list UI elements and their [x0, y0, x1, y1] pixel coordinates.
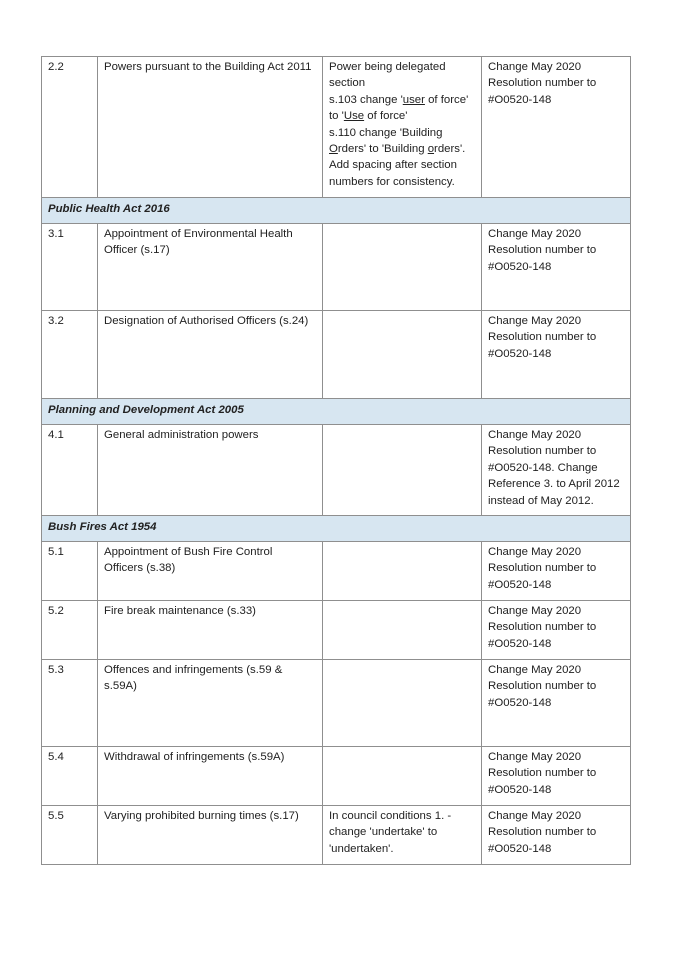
- change-line: Change May 2020: [488, 315, 582, 327]
- section-header-row: [42, 399, 631, 425]
- item-number: 5.1: [42, 542, 98, 601]
- comment-cell: [323, 542, 482, 601]
- change-line: Reference 3. to April 2012: [488, 478, 620, 491]
- comment-line: s.103 change 'user of force': [329, 93, 469, 106]
- change-line: Resolution number to: [488, 826, 597, 839]
- change-line: Resolution number to: [488, 445, 597, 458]
- section-title: Public Health Act 2016: [42, 198, 631, 224]
- comment-line: Add spacing after section: [329, 159, 457, 172]
- change-line: #O0520-148: [488, 93, 552, 106]
- change-cell: [482, 806, 631, 865]
- comment-line: to 'Use of force': [329, 110, 408, 123]
- change-line: Change May 2020: [488, 810, 582, 822]
- power-description: [98, 542, 323, 601]
- comment-line: In council conditions 1. -: [329, 810, 452, 822]
- comment-line: numbers for consistency.: [329, 175, 455, 188]
- change-line: Resolution number to: [488, 562, 597, 575]
- item-number: 5.3: [42, 660, 98, 747]
- change-cell: [482, 542, 631, 601]
- change-line: Resolution number to: [488, 621, 597, 634]
- change-line: Change May 2020: [488, 664, 582, 676]
- section-title: Bush Fires Act 1954: [42, 516, 631, 542]
- comment-cell: [323, 425, 482, 516]
- power-description: Designation of Authorised Officers (s.24): [98, 311, 323, 399]
- comment-cell: [323, 601, 482, 660]
- change-line: #O0520-148: [488, 637, 552, 650]
- change-cell: [482, 425, 631, 516]
- power-description: General administration powers: [98, 425, 323, 516]
- change-cell: [482, 57, 631, 198]
- power-description: [98, 224, 323, 311]
- power-line: Appointment of Bush Fire Control: [104, 546, 273, 558]
- table-row: [42, 601, 631, 660]
- comment-cell: [323, 224, 482, 311]
- change-cell: [482, 660, 631, 747]
- change-line: Change May 2020: [488, 228, 582, 240]
- section-title: Planning and Development Act 2005: [42, 399, 631, 425]
- power-description: [98, 660, 323, 747]
- power-description: Varying prohibited burning times (s.17): [98, 806, 323, 865]
- change-cell: [482, 747, 631, 806]
- delegation-changes-table: [41, 56, 631, 865]
- change-line: #O0520-148: [488, 842, 552, 855]
- table-row: [42, 806, 631, 865]
- table-row: [42, 224, 631, 311]
- change-line: #O0520-148: [488, 347, 552, 360]
- item-number: 5.2: [42, 601, 98, 660]
- item-number: 3.2: [42, 311, 98, 399]
- comment-line: change 'undertake' to: [329, 826, 438, 839]
- table-row: [42, 542, 631, 601]
- table-row: [42, 747, 631, 806]
- comment-cell: [323, 57, 482, 198]
- comment-cell: [323, 806, 482, 865]
- change-line: Change May 2020: [488, 751, 582, 763]
- change-line: Resolution number to: [488, 244, 597, 257]
- table-row: [42, 57, 631, 198]
- power-line: Officers (s.38): [104, 562, 176, 575]
- item-number: 5.5: [42, 806, 98, 865]
- change-line: #O0520-148: [488, 260, 552, 273]
- change-line: #O0520-148: [488, 578, 552, 591]
- power-line: Offences and infringements (s.59 &: [104, 664, 283, 676]
- change-line: Change May 2020: [488, 605, 582, 617]
- comment-line: 'undertaken'.: [329, 842, 394, 855]
- power-description: Fire break maintenance (s.33): [98, 601, 323, 660]
- table-row: [42, 660, 631, 747]
- change-line: Change May 2020: [488, 429, 582, 441]
- item-number: 3.1: [42, 224, 98, 311]
- item-number: 5.4: [42, 747, 98, 806]
- power-line: Appointment of Environmental Health: [104, 228, 293, 240]
- change-cell: [482, 224, 631, 311]
- table-row: [42, 425, 631, 516]
- comment-line: Power being delegated: [329, 61, 446, 73]
- change-line: Change May 2020: [488, 546, 582, 558]
- section-header-row: [42, 198, 631, 224]
- comment-line: Orders' to 'Building orders'.: [329, 143, 466, 156]
- power-line: Officer (s.17): [104, 244, 170, 257]
- change-line: instead of May 2012.: [488, 494, 594, 507]
- change-cell: [482, 601, 631, 660]
- change-line: #O0520-148: [488, 783, 552, 796]
- power-description: Powers pursuant to the Building Act 2011: [98, 57, 323, 198]
- change-line: Resolution number to: [488, 331, 597, 344]
- power-description: Withdrawal of infringements (s.59A): [98, 747, 323, 806]
- change-line: Change May 2020: [488, 61, 582, 73]
- change-line: Resolution number to: [488, 680, 597, 693]
- item-number: 2.2: [42, 57, 98, 198]
- comment-line: section: [329, 77, 366, 90]
- change-line: #O0520-148: [488, 696, 552, 709]
- comment-cell: [323, 660, 482, 747]
- table-row: [42, 311, 631, 399]
- change-line: Resolution number to: [488, 77, 597, 90]
- item-number: 4.1: [42, 425, 98, 516]
- section-header-row: [42, 516, 631, 542]
- comment-line: s.110 change 'Building: [329, 126, 443, 139]
- power-line: s.59A): [104, 680, 137, 693]
- change-line: #O0520-148. Change: [488, 461, 598, 474]
- change-cell: [482, 311, 631, 399]
- change-line: Resolution number to: [488, 767, 597, 780]
- comment-cell: [323, 311, 482, 399]
- comment-cell: [323, 747, 482, 806]
